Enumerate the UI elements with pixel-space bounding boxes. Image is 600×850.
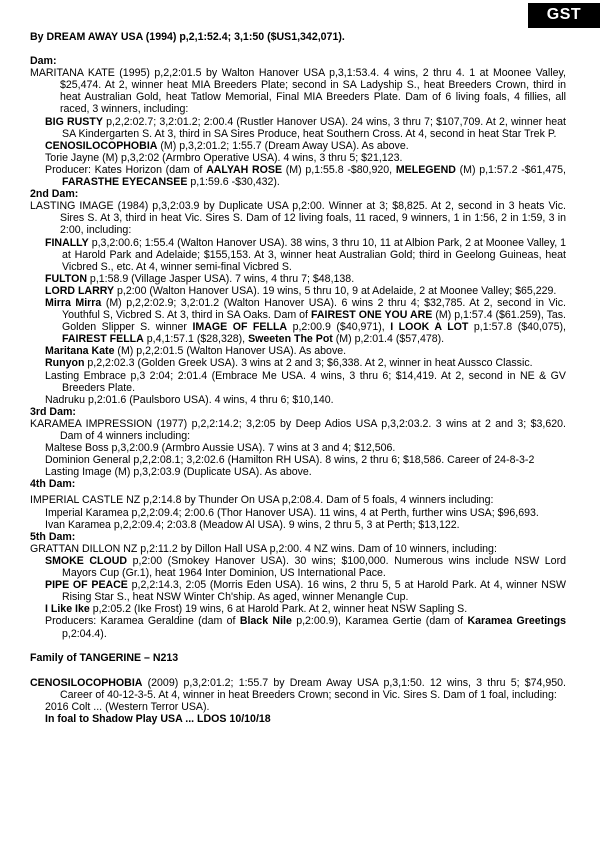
producer-note: [30, 164, 566, 188]
horse-name-text: I LOOK A LOT: [390, 321, 469, 334]
dam-entry: [30, 543, 566, 555]
pedigree-text: p,1:58.9 (Village Jasper USA). 7 wins, 4 thru 7; $48,138.: [86, 272, 355, 285]
horse-name-text: IMAGE OF FELLA: [192, 321, 288, 334]
in-foal-note: [30, 713, 566, 725]
pedigree-text: Nadruku p,2:01.6 (Paulsboro USA). 4 wins, 4 thru 6; $10,140.: [45, 393, 334, 406]
pedigree-text: Lasting Image (M) p,3,2:03.9 (Duplicate USA). As above.: [45, 466, 312, 479]
progeny-entry: [30, 454, 566, 466]
horse-name-text: I Like Ike: [45, 603, 90, 616]
pedigree-text: p,2:00 (Smokey Hanover USA). 30 wins; $100,000. Numerous wins include NSW Lord Mayors Cup (Gr.1), heat 1964 Inter Dominion, US International Pace.: [62, 554, 566, 580]
pedigree-text: p,2:05.2 (Ike Frost) 19 wins, 6 at Harold Park. At 2, winner heat NSW Sapling S.: [89, 603, 468, 616]
horse-name-text: Dam:: [30, 55, 57, 68]
horse-name-text: Runyon: [45, 357, 85, 370]
horse-name-text: In foal to Shadow Play USA ... LDOS 10/10/18: [45, 712, 271, 725]
dam-entry: [30, 418, 566, 442]
progeny-entry: [30, 442, 566, 454]
pedigree-text: Producer: Kates Horizon (dam of: [45, 163, 207, 176]
pedigree-text: (M) p,2,2:01.5 (Walton Hanover USA). As above.: [114, 345, 347, 358]
pedigree-text: p,1:57.8 ($40,075),: [468, 321, 566, 334]
gst-badge-label: GST: [546, 6, 582, 24]
progeny-entry: [30, 237, 566, 273]
pedigree-text: Lasting Embrace p,3 2:04; 2:01.4 (Embrace Me USA. 4 wins, 3 thru 6; $14,419. At 2, second in NE & GV Breeders Plate.: [45, 369, 566, 394]
sire-line: [30, 31, 566, 43]
dam-entry: [30, 494, 566, 506]
progeny-entry: [30, 555, 566, 579]
progeny-entry: [30, 357, 566, 369]
pedigree-text: MARITANA KATE (1995) p,2,2:01.5 by Walton Hanover USA p,3,1:53.4. 4 wins, 2 thru 4. 1 at Moonee Valley, $25,474. At 2, winner heat MIA Breeders Plate; second in SA Ladyship S., heat Breeders Crown, third in heat Australian Gold, heat Tatlow Memorial, Final MIA Breeders Plate. Dam of 6 living foals, 4 fillies, all raced, 3 winners, including:: [30, 67, 566, 116]
pedigree-content: [30, 31, 566, 725]
progeny-entry: [30, 273, 566, 285]
blank-line: [30, 43, 566, 55]
horse-name-text: 4th Dam:: [30, 478, 76, 491]
dam-entry: [30, 67, 566, 115]
horse-name-text: PIPE OF PEACE: [45, 579, 128, 592]
pedigree-text: (M) p,1:57.2 -$61,475,: [455, 163, 566, 176]
pedigree-text: IMPERIAL CASTLE NZ p,2:14.8 by Thunder On USA p,2:08.4. Dam of 5 foals, 4 winners including:: [30, 494, 494, 507]
horse-name-text: 3rd Dam:: [30, 405, 76, 418]
family-line: [30, 652, 566, 664]
horse-name-text: By DREAM AWAY USA (1994) p,2,1:52.4; 3,1:50 ($US1,342,071).: [30, 31, 345, 43]
pedigree-text: Ivan Karamea p,2,2:09.4; 2:03.8 (Meadow Al USA). 9 wins, 2 thru 5, 3 at Perth; $13,122.: [45, 518, 460, 531]
progeny-entry: [30, 466, 566, 478]
pedigree-text: KARAMEA IMPRESSION (1977) p,2,2:14.2; 3,2:05 by Deep Adios USA p,3,2:03.2. 3 wins at 2 and 3; $3,620. Dam of 4 winners including:: [30, 417, 566, 442]
progeny-entry: [30, 370, 566, 394]
pedigree-text: p,2,2:02.7; 3,2:01.2; 2:00.4 (Rustler Hanover USA). 24 wins, 3 thru 7; $107,709. At 2, winner heat SA Kindergarten S. At 3, third in SA Sires Produce, heat Southern Cross. At 4, second in heat Star Trek P.: [62, 115, 566, 140]
section-heading-4th-dam: [30, 478, 566, 490]
section-heading-2nd-dam: [30, 188, 566, 200]
progeny-entry: [30, 116, 566, 140]
pedigree-text: p,2:04.4).: [62, 627, 107, 640]
progeny-entry: [30, 394, 566, 406]
section-heading-3rd-dam: [30, 406, 566, 418]
horse-name-text: LORD LARRY: [45, 284, 115, 297]
progeny-entry: [30, 579, 566, 603]
horse-name-text: Karamea Greetings: [467, 615, 567, 628]
pedigree-text: p,1:59.6 -$30,432).: [187, 176, 280, 189]
horse-name-text: Black Nile: [239, 615, 292, 628]
horse-name-text: CENOSILOCOPHOBIA: [45, 139, 158, 152]
pedigree-text: p,2:00.9 ($40,971),: [287, 321, 391, 334]
horse-name-text: FAIREST FELLA: [62, 333, 144, 346]
dam-entry: [30, 677, 566, 701]
pedigree-text: LASTING IMAGE (1984) p,3,2:03.9 by Duplicate USA p,2:00. Winner at 3; $8,825. At 2, second in 3 heats Vic. Sires S. At 3, third in heat Vic. Sires S. Dam of 12 living foals, 11 raced, 9 winners, 1 in 1:56, 2 in 1:59, 3 in 2:00, including:: [30, 200, 566, 237]
progeny-entry: [30, 345, 566, 357]
pedigree-text: p,2,2:14.3, 2:05 (Morris Eden USA). 16 wins, 2 thru 5, 5 at Harold Park. At 4, winner NSW Rising Star S., heat NSW Winter Ch'ship. As aged, winner Menangle Cup.: [62, 579, 566, 604]
horse-name-text: SMOKE CLOUD: [45, 554, 128, 567]
horse-name-text: BIG RUSTY: [45, 115, 103, 128]
horse-name-text: Mirra Mirra: [45, 296, 102, 309]
gst-badge: [528, 3, 600, 28]
pedigree-text: Dominion General p,2,2:08.1; 3,2:02.6 (Hamilton RH USA). 8 wins, 2 thru 6; $18,586. Career of 24-8-3-2: [45, 454, 535, 467]
horse-name-text: Family of TANGERINE – N213: [30, 651, 179, 664]
horse-name-text: FARASTHE EYECANSEE: [62, 176, 188, 189]
pedigree-text: p,2:00 (Walton Hanover USA). 19 wins, 5 thru 10, 9 at Adelaide, 2 at Moonee Valley; $65,229.: [114, 284, 557, 297]
progeny-entry: [30, 152, 566, 164]
section-heading-5th-dam: [30, 531, 566, 543]
horse-name-text: FINALLY: [45, 236, 89, 249]
progeny-entry: [30, 297, 566, 345]
pedigree-text: p,2,2:02.3 (Golden Greek USA). 3 wins at 2 and 3; $6,338. At 2, winner in heat Aussco Classic.: [84, 357, 533, 370]
pedigree-text: (M) p,2:01.4 ($57,478).: [332, 333, 445, 346]
progeny-entry: [30, 140, 566, 152]
horse-name-text: Maritana Kate: [45, 345, 115, 358]
progeny-entry: [30, 519, 566, 531]
section-heading-dam: [30, 55, 566, 67]
horse-name-text: MELEGEND: [395, 163, 456, 176]
pedigree-text: p,3,2:00.6; 1:55.4 (Walton Hanover USA). 38 wins, 3 thru 10, 11 at Albion Park, 2 at Moonee Valley, 1 at Harold Park and Adelaide; $155,153. At 3, winner heat Australian Gold; third in Geelong Guineas, heat Vicbred S., etc. At 4, winner semi-final Vicbred S.: [62, 236, 566, 273]
producer-note: [30, 615, 566, 639]
pedigree-text: (M) p,1:57.4 ($61.259), Tas. Golden Slipper S. winner: [62, 309, 567, 334]
pedigree-text: (M) p,2,2:02.9; 3,2:01.2 (Walton Hanover USA). 6 wins 2 thru 4; $32,785. At 2, second in Vic. Youthful S, Vicbred S. At 3, third in SA Oaks. Dam of: [62, 296, 566, 322]
pedigree-text: Torie Jayne (M) p,3,2:02 (Armbro Operative USA). 4 wins, 3 thru 5; $21,123.: [45, 151, 403, 164]
pedigree-text: Imperial Karamea p,2,2:09.4; 2:00.6 (Thor Hanover USA). 11 wins, 4 at Perth, further wins USA; $96,693.: [45, 506, 539, 519]
pedigree-text: (2009) p,3,2:01.2; 1:55.7 by Dream Away USA p,3,1:50. 12 wins, 3 thru 5; $74,950. Career of 40-12-3-5. At 4, winner in heat Breeders Crown; second in Vic. Sires S. Dam of 1 foal, including:: [60, 676, 566, 701]
horse-name-text: 5th Dam:: [30, 530, 76, 543]
pedigree-text: 2016 Colt ... (Western Terror USA).: [45, 700, 210, 713]
horse-name-text: FAIREST ONE YOU ARE: [310, 309, 433, 322]
dam-entry: [30, 200, 566, 236]
horse-name-text: AALYAH ROSE: [206, 163, 283, 176]
horse-name-text: 2nd Dam:: [30, 188, 79, 201]
pedigree-text: (M) p,1:55.8 -$80,920,: [282, 163, 396, 176]
progeny-entry: [30, 507, 566, 519]
horse-name-text: FULTON: [45, 272, 87, 285]
progeny-entry: [30, 285, 566, 297]
foal-entry: [30, 701, 566, 713]
pedigree-text: Maltese Boss p,3,2:00.9 (Armbro Aussie USA). 7 wins at 3 and 4; $12,506.: [45, 442, 396, 455]
horse-name-text: CENOSILOCOPHOBIA: [30, 676, 143, 689]
pedigree-text: p,2:00.9), Karamea Gertie (dam of: [291, 615, 468, 628]
pedigree-text: Producers: Karamea Geraldine (dam of: [45, 615, 240, 628]
pedigree-text: (M) p,3,2:01.2; 1:55.7 (Dream Away USA). As above.: [157, 139, 409, 152]
pedigree-text: p,4,1:57.1 ($28,328),: [143, 333, 249, 346]
pedigree-text: GRATTAN DILLON NZ p,2:11.2 by Dillon Hall USA p,2:00. 4 NZ wins. Dam of 10 winners, including:: [30, 542, 497, 555]
progeny-entry: [30, 603, 566, 615]
horse-name-text: Sweeten The Pot: [248, 333, 333, 346]
